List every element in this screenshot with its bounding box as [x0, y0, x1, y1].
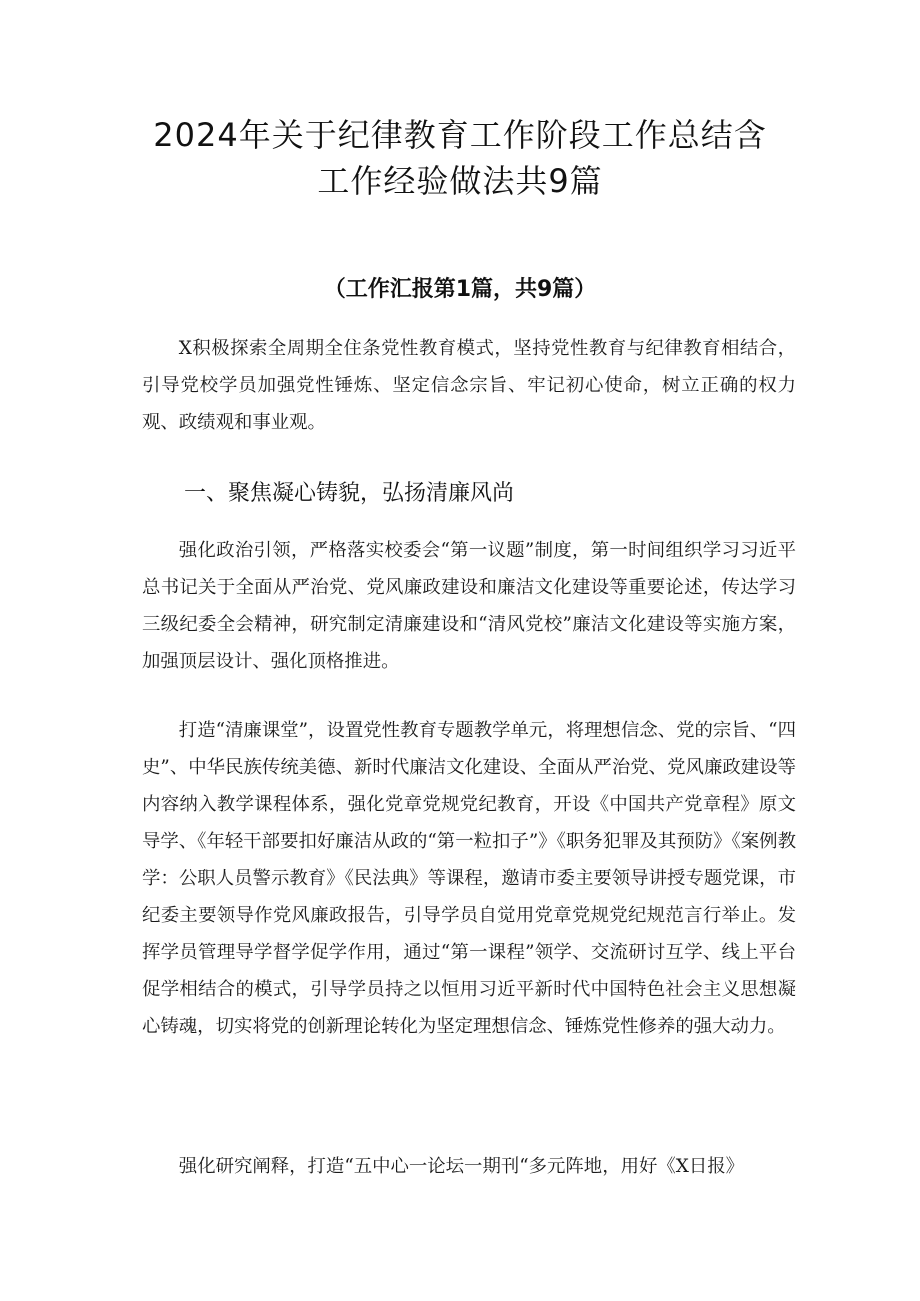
section-heading-1: 一、聚焦凝心铸貌，弘扬清廉风尚: [184, 481, 515, 506]
section1-paragraph-3: 强化研究阐释，打造“五中心一论坛一期刊“多元阵地，用好《X日报》: [178, 1156, 745, 1177]
document-title-line2: 工作经验做法共9篇: [317, 162, 603, 200]
section1-paragraph-2: 打造“清廉课堂”，设置党性教育专题教学单元，将理想信念、党的宗旨、“四史”、中华民族传统美德、新时代廉洁文化建设、全面从严治党、党风廉政建设等内容纳入教学课程体系，强化党章党规党纪教育，开设《中国共产党章程》原文导学、《年轻干部要扣好廉洁从政的“第一粒扣子”》《职务犯罪及其预防》《案例教学：公职人员警示教育》《民法典》等课程，邀请市委主要领导讲授专题党课，市纪委主要领导作党风廉政报告，引导学员自觉用党章党规党纪规范言行举止。发挥学员管理导学督学促学作用，通过“第一课程”领学、交流研讨互学、线上平台促学相结合的模式，引导学员持之以恒用习近平新时代中国特色社会主义思想凝心铸魂，切实将党的创新理论转化为坚定理想信念、锤炼党性修养的强大动力。: [142, 720, 796, 1037]
section1-paragraph-1: 强化政治引领，严格落实校委会“第一议题”制度，第一时间组织学习习近平总书记关于全面从严治党、党风廉政建设和廉洁文化建设等重要论述，传达学习三级纪委全会精神，研究制定清廉建设和“清风党校”廉洁文化建设等实施方案，加强顶层设计、强化顶格推进。: [142, 540, 796, 672]
document-subtitle: （工作汇报第1篇，共9篇）: [323, 277, 597, 302]
document-title-line1: 2024年关于纪律教育工作阶段工作总结含: [153, 116, 767, 154]
document-title: [100, 112, 820, 204]
intro-paragraph: X积极探索全周期全住条党性教育模式，坚持党性教育与纪律教育相结合，引导党校学员加强党性锤炼、坚定信念宗旨、牢记初心使命，树立正确的权力观、政绩观和事业观。: [142, 338, 796, 433]
